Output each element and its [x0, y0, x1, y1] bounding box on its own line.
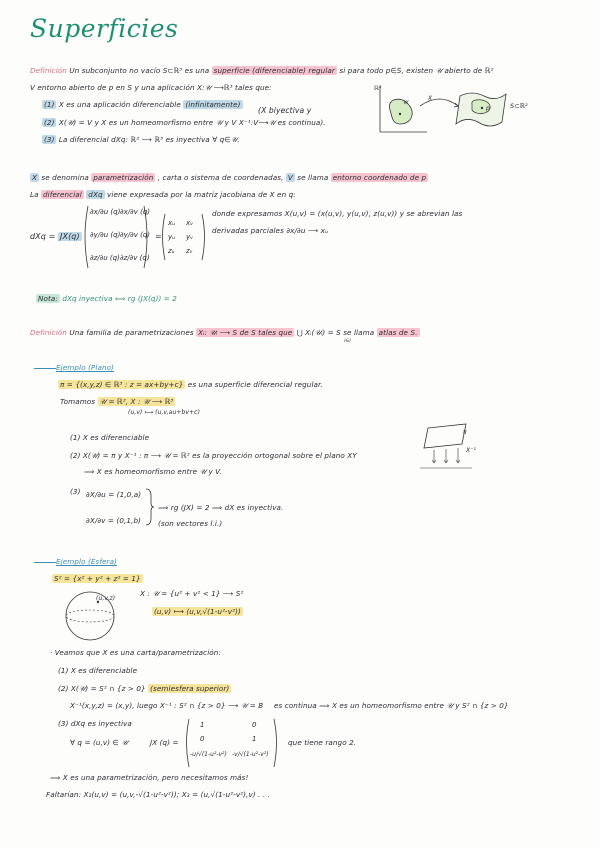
- sphere-item-2: [58, 684, 231, 693]
- plane-item-2: [70, 451, 357, 460]
- sphere-matrix-brackets: [184, 717, 280, 769]
- text: (2) X(𝒰) = π: [70, 451, 116, 460]
- text: es una superficie diferencial regular.: [187, 380, 323, 389]
- text: (2) X(𝒰) = S² ∩ {z > 0}: [58, 684, 146, 693]
- jacobian-cell: ∂z/∂u (q): [90, 254, 120, 262]
- matrix-cell: 1: [252, 735, 257, 743]
- matrix-cell: yᵥ: [186, 233, 194, 241]
- veamos-line: · Veamos que X es una carta/parametrización:: [50, 648, 221, 657]
- matrix-cell: -v/√(1-u²-v²): [232, 751, 269, 758]
- matrix-cell: yᵤ: [168, 233, 175, 241]
- jacobian-note-2: derivadas parciales ∂x/∂u ⟶ xᵤ: [212, 226, 329, 235]
- faltarian-line: Faltarían: X₂(u,v) = (u,v,-√(1-u²-v²)); X₃ = (u,√(1-u²-v²),v) . . .: [46, 790, 271, 799]
- diagram-p-label: p: [486, 105, 490, 112]
- sphere-conclusion: ⟹ X es una parametrización, pero necesitamos más!: [50, 773, 249, 782]
- plane-set: π = {(x,y,z) ∈ ℝ³ : z = ax+by+c}: [60, 380, 184, 389]
- plane-item-3: (3): [70, 487, 81, 496]
- term-entorno: entorno coordenado de p: [332, 173, 427, 182]
- condition-number: (2): [44, 118, 55, 127]
- condition-note: (X biyectiva y: [258, 106, 312, 115]
- example-marker: [34, 562, 56, 563]
- parametrization-line2: [30, 190, 296, 199]
- nota-label: Nota:: [38, 294, 58, 303]
- definition-label: Definición: [30, 66, 67, 75]
- v-symbol: V: [287, 173, 293, 182]
- definition-term: Xᵢ: 𝒰ᵢ ⟶ S de S tales que: [198, 328, 293, 337]
- definition-label: Definición: [30, 328, 67, 337]
- condition-text: X es una aplicación diferenciable: [58, 100, 181, 109]
- term-parametrizacion: parametrización: [93, 173, 154, 182]
- jacobian-cell: ∂z/∂v (q): [120, 254, 150, 262]
- partial-u: ∂X/∂u = (1,0,a): [86, 490, 142, 499]
- diagram-u-label: 𝒰: [402, 99, 408, 106]
- condition-3: [42, 135, 240, 144]
- dxq-symbol: dXq: [88, 190, 103, 199]
- sphere-set: S² = {x² + y² + z² = 1}: [54, 574, 141, 583]
- definition-block: [30, 66, 493, 75]
- nota-block: [36, 294, 177, 303]
- example-header: Ejemplo (Plano): [56, 363, 114, 372]
- figure-xinv-label: X⁻¹: [466, 447, 476, 454]
- text: se llama: [297, 173, 329, 182]
- text: viene expresada por la matriz jacobiana de X en q:: [107, 190, 296, 199]
- definition-term: superficie (diferenciable) regular: [213, 66, 335, 75]
- nota-text: dXq inyectiva ⟺ rg (JX(q)) = 2: [62, 294, 177, 303]
- figure-pi-label: π: [463, 429, 467, 436]
- text: Una familia de parametrizaciones: [69, 328, 194, 337]
- surface-diagram: [372, 84, 542, 144]
- sphere-map-2: [152, 607, 243, 616]
- diagram-s-label: S⊂ℝ²: [510, 102, 528, 110]
- x-symbol: X: [32, 173, 38, 182]
- jacobian-symbol: JX(q): [60, 232, 80, 241]
- union-expression: ⋃ Xᵢ(𝒰ᵢ) = S: [296, 328, 341, 337]
- sphere-map-expression: (u,v) ⟼ (u,v,√(1-u²-v²)): [154, 607, 241, 616]
- partial-v: ∂X/∂v = (0,1,b): [86, 516, 142, 525]
- linearly-independent-note: (son vectores l.i.): [158, 519, 223, 528]
- brace: [145, 488, 155, 526]
- union-subscript: i∈I: [344, 339, 351, 344]
- definition-text-cont: si para todo p∈S, existen 𝒰 abierto de ℝ²: [339, 66, 494, 75]
- sphere-item-2-concl: es continua ⟹ X es un homeomorfismo entre 𝒰 y S² ∩ {z > 0}: [274, 701, 509, 710]
- text: dXq =: [30, 232, 56, 241]
- jacobian-note-1: donde expresamos X(u,v) = (x(u,v), y(u,v), z(u,v)) y se abrevian las: [212, 209, 463, 218]
- jacobian-cell: ∂y/∂u (q): [90, 231, 121, 239]
- condition-number: (3): [44, 135, 55, 144]
- text: se denomina: [41, 173, 89, 182]
- text: Tomamos: [60, 397, 96, 406]
- sphere-point-label: (u,v,z): [96, 595, 116, 602]
- matrix-cell: zᵥ: [186, 247, 193, 255]
- example-header: Ejemplo (Esfera): [56, 557, 118, 566]
- matrix-cell: xᵤ: [168, 219, 175, 227]
- text: y X⁻¹ : π ⟶ 𝒰 = ℝ² es la proyección ortogonal sobre el plano XY: [117, 451, 357, 460]
- matrix-cell: 0: [200, 735, 205, 743]
- matrix-cell: 0: [252, 721, 257, 729]
- plane-definition: [58, 380, 323, 389]
- equals-sign: =: [155, 232, 162, 241]
- plane-item-1: (1) X es diferenciable: [70, 433, 150, 442]
- diagram-r3-label: ℝ³: [374, 85, 382, 92]
- condition-number: (1): [44, 100, 55, 109]
- jacobian-cell: ∂x/∂v (q): [120, 208, 151, 216]
- rank-two: que tiene rango 2.: [288, 738, 357, 747]
- term-diferencial: diferencial: [43, 190, 82, 199]
- page-title: Superficies: [30, 14, 179, 43]
- matrix-cell: xᵥ: [186, 219, 194, 227]
- plane-map: (u,v) ⟼ (u,v,au+bv+c): [128, 409, 201, 416]
- parametrization-line1: [30, 173, 428, 182]
- tomamos-line: [60, 397, 175, 406]
- matrix-cell: -u/√(1-u²-v²): [190, 751, 227, 758]
- jacobian-lhs: [30, 232, 82, 241]
- sphere-definition: [52, 574, 143, 583]
- definition-line2: V entorno abierto de p en S y una aplicación X:𝒰 ⟶ℝ³ tales que:: [30, 83, 272, 92]
- text: , carta o sistema de coordenadas,: [157, 173, 284, 182]
- plane-item-2-concl: ⟹ X es homeomorfismo entre 𝒰 y V.: [84, 467, 222, 476]
- condition-highlight: (infinitamente): [185, 100, 241, 109]
- diagram-x-label: X: [428, 95, 433, 102]
- sphere-jacobian-label: JX (q) =: [150, 738, 179, 747]
- domain-def: 𝒰 = ℝ², X : 𝒰 ⟶ ℝ³: [99, 397, 174, 406]
- definition-text: Un subconjunto no vacío S⊂ℝ³ es una: [69, 66, 210, 75]
- sphere-map-1: X : 𝒰 = {u² + v² < 1} ⟶ S²: [140, 589, 244, 598]
- sphere-forall: ∀ q = (u,v) ∈ 𝒰: [70, 738, 128, 747]
- condition-text: La diferencial dXq: ℝ² ⟶ ℝ³ es inyectiva ∀ q∈𝒰.: [58, 135, 240, 144]
- example-marker: [34, 368, 56, 369]
- matrix-cell: zᵤ: [168, 247, 175, 255]
- condition-1: [42, 100, 243, 109]
- sphere-item-3: (3) dXq es inyectiva: [58, 719, 132, 728]
- atlas-term: atlas de S.: [378, 328, 418, 337]
- definition-atlas: [30, 328, 420, 337]
- condition-2: [42, 118, 326, 127]
- matrix-cell: 1: [200, 721, 205, 729]
- jacobian-cell: ∂y/∂v (q): [120, 231, 151, 239]
- text: se llama: [343, 328, 375, 337]
- sphere-item-1: (1) X es diferenciable: [58, 666, 138, 675]
- condition-text-cont: X⁻¹:V⟶𝒰 es continua).: [238, 118, 326, 127]
- condition-text: X(𝒰) = V y X es un homeomorfismo entre 𝒰 y V: [58, 118, 237, 127]
- text: La: [30, 190, 39, 199]
- jacobian-cell: ∂x/∂u (q): [90, 208, 121, 216]
- sphere-item-2-inverse: X⁻¹(x,y,z) = (x,y), luego X⁻¹ : S² ∩ {z > 0} ⟶ 𝒰 = B: [70, 701, 264, 710]
- semiesfera-label: (semiesfera superior): [150, 684, 230, 693]
- rank-conclusion: ⟹ rg (JX) = 2 ⟹ dX es inyectiva.: [158, 503, 284, 512]
